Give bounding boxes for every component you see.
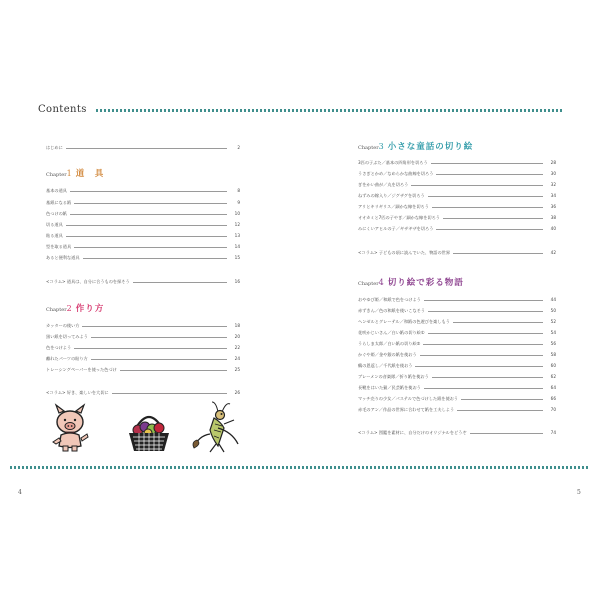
toc-entry-label: 長靴をはいた猫／民芸紙を使おう [358,385,421,390]
toc-entry-page: 42 [550,250,556,255]
leader-line [133,282,227,283]
leader-line [436,229,543,230]
toc-entry[interactable] [358,210,556,220]
chapter-number: 2 [66,304,72,313]
leader-line [470,433,543,434]
leader-line [120,370,227,371]
chapter-word: Chapter [358,281,379,287]
chapter-title: 切り絵で彩る物語 [387,278,464,288]
toc-entry-label: うらしま太郎／白い紙の切り絵② [358,341,421,346]
toc-entry-label: 色つけの紙 [46,211,67,216]
toc-entry-label: 黒い紙を切ってみよう [46,334,88,339]
toc-entry[interactable] [46,183,240,193]
chapter-4-heading[interactable] [358,276,464,288]
toc-entry-page: 30 [550,171,556,176]
toc-entry-page: 28 [550,160,556,165]
leader-line [66,148,227,149]
toc-entry-label: 貼る道具 [46,233,63,238]
toc-entry-page: 13 [234,233,240,238]
toc-entry-label: トレーシングペーパーを使った色づけ [46,367,117,372]
toc-entry[interactable] [358,292,556,302]
leader-line [431,163,543,164]
toc-entry[interactable] [358,347,556,357]
toc-entry-label: ねずみの嫁入り／ジグザグを切ろう [358,193,425,198]
toc-entry-page: 20 [234,334,240,339]
toc-entry[interactable] [358,358,556,368]
toc-entry-label: 色をつけよう [46,345,72,350]
toc-entry-page: 2 [237,145,240,150]
leader-line [411,185,543,186]
chapter-2-heading[interactable] [46,302,104,314]
toc-entry-page: 52 [550,319,556,324]
toc-entry-label: 赤毛のアン／作品の世界に合わせて紙を工夫しよう [358,407,455,412]
leader-line [423,344,543,345]
toc-entry-page: 12 [234,222,240,227]
toc-entry-label: 赤ずきん／色の和紙を使いこなそう [358,308,426,313]
leader-line [91,337,227,338]
toc-entry-label: うさぎとかめ／なめらかな曲線を切ろう [358,171,434,176]
toc-entry-label: 花咲かじいさん／白い紙の切り絵① [358,330,425,335]
toc-entry[interactable] [358,325,556,335]
toc-entry-label: 鶴の恩返し／千代紙を使おう [358,363,413,368]
chapter-title: 道 具 [75,169,105,179]
toc-entry-label: 型を取る道具 [46,244,72,249]
toc-entry-page: 58 [550,352,556,357]
toc-entry[interactable] [358,303,556,313]
toc-entry[interactable] [46,362,240,372]
chapter-3-heading[interactable] [358,140,473,152]
toc-entry-intro[interactable] [46,140,240,150]
toc-entry[interactable] [46,340,240,350]
leader-line [74,348,227,349]
chapter-number: 1 [66,169,72,178]
page-number-right: 5 [577,489,581,496]
leader-line [415,366,543,367]
toc-entry-label: かぐや姫／金や銀の紙を使おう [358,352,417,357]
bottom-dashed-border [10,466,588,469]
leader-line [66,236,227,237]
toc-entry[interactable] [46,217,240,227]
leader-line [70,191,227,192]
leader-line [83,258,227,259]
toc-entry[interactable] [46,195,240,205]
toc-entry-label: <コラム> 図鑑を素材に、自分だけのオリジナルをどうぞ [358,430,467,435]
toc-entry[interactable] [358,199,556,209]
toc-entry[interactable] [46,329,240,339]
toc-column-entry[interactable] [46,385,240,395]
toc-entry-label: 基紙になる紙 [46,200,72,205]
toc-entry-page: 36 [550,204,556,209]
leader-line [461,399,543,400]
leader-line [432,377,543,378]
toc-entry-page: 26 [234,390,240,395]
leader-line [424,300,543,301]
chapter-title: 小さな童話の切り絵 [387,142,474,152]
toc-entry[interactable] [46,351,240,361]
leader-line [428,333,543,334]
toc-entry[interactable] [358,314,556,324]
toc-entry-label: <コラム> 道具は、自分に合うものを探そう [46,279,130,284]
toc-entry-label: ブレーメンの音楽隊／折り紙を使おう [358,374,429,379]
chapter-number: 4 [378,278,384,287]
toc-entry-page: 8 [237,188,240,193]
toc-entry-page: 66 [550,396,556,401]
toc-entry-page: 60 [550,363,556,368]
toc-entry-page: 16 [234,279,240,284]
toc-entry[interactable] [358,177,556,187]
leader-line [424,388,543,389]
chapter-word: Chapter [46,307,67,313]
grasshopper-illustration [188,400,246,456]
chapter-title: 作り方 [75,304,105,314]
toc-entry-label: アリとキリギリス／細かな線を切ろう [358,204,429,209]
fruit-basket-illustration [124,408,174,454]
toc-entry[interactable] [46,250,240,260]
toc-entry-page: 64 [550,385,556,390]
toc-entry[interactable] [358,166,556,176]
toc-entry-page: 18 [234,323,240,328]
leader-line [453,253,543,254]
toc-column-entry[interactable] [46,274,240,284]
leader-line [443,218,543,219]
toc-entry[interactable] [358,221,556,231]
toc-entry-label: おやゆび姫／和紙で色をつけよう [358,297,421,302]
toc-entry-page: 74 [550,430,556,435]
toc-entry[interactable] [358,188,556,198]
leader-line [66,225,227,226]
toc-entry-label: 3匹の子ぶた／基本の四角形を切ろう [358,160,428,165]
toc-entry[interactable] [46,228,240,238]
toc-entry-label: カッターの使い方 [46,323,80,328]
contents-title: Contents [38,104,87,115]
toc-entry[interactable] [358,380,556,390]
toc-entry-page: 56 [550,341,556,346]
leader-line [112,393,227,394]
toc-entry[interactable] [358,336,556,346]
leader-line [70,214,227,215]
toc-entry-label: 基本の道具 [46,188,67,193]
toc-entry[interactable] [46,318,240,328]
toc-entry-page: 34 [550,193,556,198]
toc-entry-label: ぎをかい曲が／丸を切ろう [358,182,409,187]
toc-entry-page: 32 [550,182,556,187]
leader-line [457,410,543,411]
leader-line [428,311,543,312]
toc-entry-label: マッチ売りの少女／パステルで色づけした紙を使おう [358,396,459,401]
toc-entry-page: 22 [234,345,240,350]
toc-entry[interactable] [358,402,556,412]
toc-entry-label: はじめに [46,145,63,150]
toc-entry-page: 15 [234,255,240,260]
leader-line [82,326,227,327]
toc-entry-label: 離れたパーツの貼り方 [46,356,88,361]
toc-entry-page: 25 [234,367,240,372]
top-dashed-border [96,109,562,112]
toc-entry-label: あると便利な道具 [46,255,80,260]
chapter-number: 3 [378,142,384,151]
leader-line [428,196,543,197]
toc-entry[interactable] [358,391,556,401]
toc-entry-label: <コラム> 好き、楽しいを大切に [46,390,109,395]
toc-entry[interactable] [46,206,240,216]
toc-entry-page: 38 [550,215,556,220]
toc-column-entry[interactable] [358,245,556,255]
toc-entry-page: 9 [237,200,240,205]
leader-line [436,174,543,175]
toc-entry-page: 10 [234,211,240,216]
leader-line [74,203,227,204]
toc-entry-page: 44 [550,297,556,302]
toc-entry-label: 切る道具 [46,222,63,227]
chapter-word: Chapter [358,145,379,151]
toc-entry-label: ヘンゼルとグレーテル／和紙の色遊びを楽しもう [358,319,450,324]
leader-line [432,207,543,208]
leader-line [91,359,227,360]
toc-entry[interactable] [46,239,240,249]
toc-entry-page: 14 [234,244,240,249]
toc-entry-label: みにくいアヒルの子／ギザギザを切ろう [358,226,434,231]
chapter-word: Chapter [46,172,67,178]
toc-entry-page: 70 [550,407,556,412]
toc-entry-label: <コラム> 子どもの頃に読んでいた、物語の世界 [358,250,451,255]
leader-line [74,247,227,248]
chapter-1-heading[interactable] [46,167,104,179]
toc-entry-page: 62 [550,374,556,379]
pig-illustration [48,402,92,452]
toc-entry-page: 40 [550,226,556,231]
leader-line [420,355,543,356]
toc-entry-page: 50 [550,308,556,313]
toc-entry-page: 24 [234,356,240,361]
toc-entry[interactable] [358,369,556,379]
toc-column-entry[interactable] [358,425,556,435]
leader-line [453,322,543,323]
toc-entry[interactable] [358,155,556,165]
page-number-left: 4 [18,489,22,496]
toc-entry-page: 54 [550,330,556,335]
toc-entry-label: オオカミと7匹の子やぎ／細かな線を切ろう [358,215,440,220]
